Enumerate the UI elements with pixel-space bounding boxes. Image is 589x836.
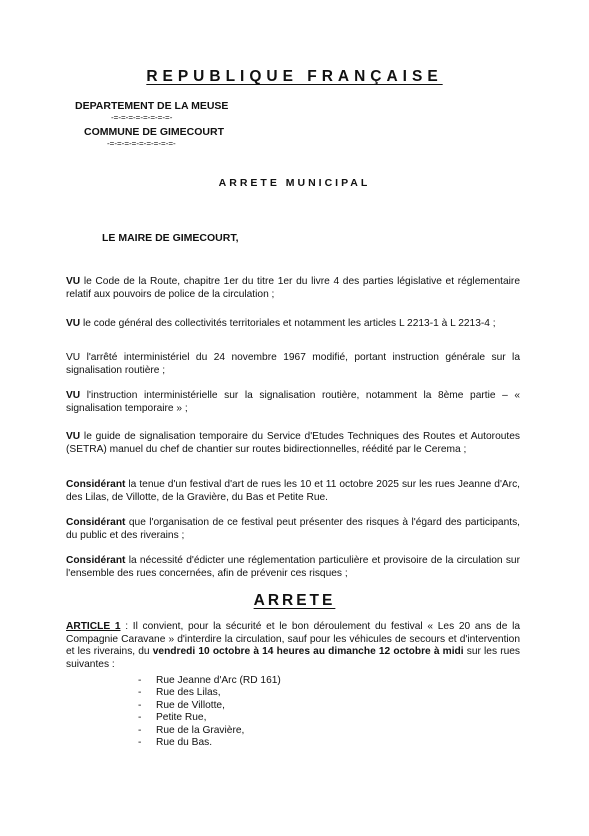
paragraph-text: le Code de la Route, chapitre 1er du titre 1er du livre 4 des parties législative et réglementaire relatif aux pouvoirs de police de la circulation ; <box>66 276 520 300</box>
paragraph-keyword: VU <box>66 276 81 287</box>
list-item: - Rue Jeanne d'Arc (RD 161) <box>138 675 281 687</box>
paragraph-text: la tenue d'un festival d'art de rues les 10 et 11 octobre 2025 sur les rues Jeanne d'Arc, des Lilas, de Villotte, de la Gravière, du Bas et Petite Rue. <box>66 479 520 503</box>
separator-line: -=-=-=-=-=-=-=-=- <box>111 113 173 122</box>
paragraph-keyword: VU <box>66 431 81 442</box>
paragraph-text: VU l'arrêté interministériel du 24 novembre 1967 modifié, portant instruction générale sur la signalisation routière ; <box>66 352 520 376</box>
article-1 <box>66 621 520 671</box>
paragraph-keyword: Considérant <box>66 517 126 528</box>
arrete-municipal-heading: ARRETE MUNICIPAL <box>218 177 371 189</box>
consideration-paragraph <box>66 352 520 377</box>
paragraph-keyword: Considérant <box>66 555 126 566</box>
consideration-paragraph <box>66 517 520 542</box>
maire-heading: LE MAIRE DE GIMECOURT, <box>102 232 239 244</box>
republique-text: REPUBLIQUE FRANÇAISE <box>146 68 443 85</box>
arrete-heading-text: ARRETE <box>253 592 336 609</box>
list-item: - Rue du Bas. <box>138 737 281 749</box>
consideration-paragraph <box>66 318 520 331</box>
paragraph-text: le code général des collectivités territoriales et notamment les articles L 2213-1 à L 2213-4 ; <box>80 318 496 329</box>
article-label: ARTICLE 1 <box>66 621 121 632</box>
paragraph-keyword: VU <box>66 390 81 401</box>
paragraph-text: le guide de signalisation temporaire du Service d'Etudes Techniques des Routes et Autoroutes (SETRA) manuel du chef de chantier sur routes bidirectionnelles, réédité par le Cerema ; <box>66 431 520 455</box>
paragraph-text: que l'organisation de ce festival peut présenter des risques à l'égard des participants, du public et des riverains ; <box>66 517 520 541</box>
paragraph-text: l'instruction interministérielle sur la signalisation routière, notamment la 8ème partie – « signalisation temporaire » ; <box>66 390 520 414</box>
list-item: - Rue des Lilas, <box>138 687 281 699</box>
article-text: : Il convient, pour la sécurité et le bon déroulement du festival « Les 20 ans de la Compagnie Caravane » d'interdire la circulation, sauf pour les véhicules de secours et d'intervention et les riverains, du <box>66 621 521 658</box>
departement-label: DEPARTEMENT DE LA MEUSE <box>75 100 229 112</box>
consideration-paragraph <box>66 431 520 456</box>
consideration-paragraph <box>66 555 520 580</box>
arrete-heading <box>0 592 589 610</box>
republique-heading <box>0 68 589 86</box>
paragraph-text: la nécessité d'édicter une réglementation particulière et provisoire de la circulation sur l'ensemble des rues concernées, afin de prévenir ces risques ; <box>66 555 520 579</box>
list-item: - Rue de Villotte, <box>138 700 281 712</box>
list-item: - Petite Rue, <box>138 712 281 724</box>
separator-line: -=-=-=-=-=-=-=-=-=- <box>107 139 176 148</box>
consideration-paragraph <box>66 479 520 504</box>
street-list <box>138 675 281 749</box>
paragraph-keyword: VU <box>66 318 81 329</box>
paragraph-keyword: Considérant <box>66 479 126 490</box>
list-item: - Rue de la Gravière, <box>138 725 281 737</box>
article-dates: vendredi 10 octobre à 14 heures au dimanche 12 octobre à midi <box>152 646 464 658</box>
consideration-paragraph <box>66 276 520 301</box>
article-text: sur les rues suivantes : <box>66 646 521 670</box>
commune-label: COMMUNE DE GIMECOURT <box>84 126 224 138</box>
consideration-paragraph <box>66 390 520 415</box>
